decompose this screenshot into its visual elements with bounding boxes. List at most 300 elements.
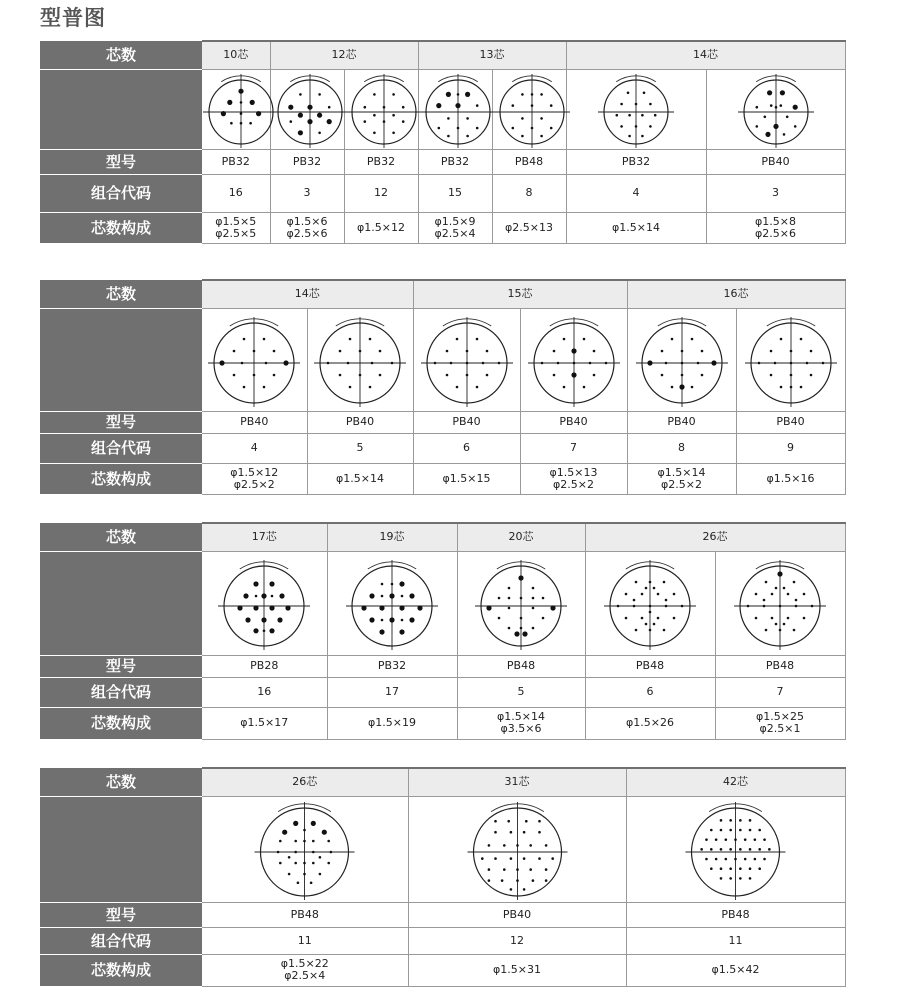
- model-value: PB32: [418, 149, 492, 174]
- composition-value: [270, 212, 344, 243]
- pin-1-5: [544, 868, 547, 871]
- pin-1-5: [811, 605, 814, 608]
- pin-1-5: [494, 820, 497, 823]
- pin-1-5: [540, 135, 543, 138]
- pin-1-5: [475, 385, 478, 388]
- pin-1-5: [789, 385, 792, 388]
- pin-2-5: [282, 830, 287, 835]
- pin-1-5: [562, 337, 565, 340]
- pin-1-5: [771, 593, 774, 596]
- pin-1-5: [522, 857, 525, 860]
- pin-1-5: [465, 349, 468, 352]
- core-count-header: 14芯: [202, 280, 413, 308]
- pin-1-5: [635, 629, 638, 632]
- pin-1-5: [465, 361, 468, 364]
- pin-1-5: [532, 597, 535, 600]
- combo-code-value: 4: [566, 174, 706, 212]
- core-count-header: 26芯: [202, 768, 408, 796]
- pin-1-5: [552, 373, 555, 376]
- pin-1-5: [240, 112, 243, 115]
- pin-1-5: [456, 127, 459, 130]
- pin-1-5: [787, 593, 790, 596]
- pin-diagram: [626, 796, 845, 902]
- pin-2-5: [311, 821, 316, 826]
- connector-diagram: [472, 554, 570, 652]
- pin-1-5: [449, 361, 452, 364]
- pin-1-5: [494, 831, 497, 834]
- combo-code-value: 3: [270, 174, 344, 212]
- composition-line: φ1.5×22: [280, 957, 329, 970]
- pin-1-5: [715, 838, 718, 841]
- spec-table-1: [40, 40, 846, 244]
- pin-1-5: [710, 829, 713, 832]
- pin-1-5: [720, 829, 723, 832]
- pin-1-5: [592, 373, 595, 376]
- composition-value: [736, 463, 845, 494]
- connector-diagram: [311, 311, 409, 409]
- core-count-header: 12芯: [270, 41, 418, 69]
- pin-2-5: [399, 629, 404, 634]
- pin-1-5: [288, 873, 291, 876]
- pin-2-5: [647, 360, 652, 365]
- connector-diagram: [418, 311, 516, 409]
- connector-diagram: [493, 70, 571, 148]
- model-value: PB48: [715, 655, 845, 677]
- model-label: 型号: [40, 902, 202, 927]
- pin-1-5: [769, 373, 772, 376]
- pin-diagram: [520, 308, 627, 411]
- pin-1-5: [773, 361, 776, 364]
- core-count-header: 20芯: [457, 523, 585, 551]
- pin-1-5: [433, 361, 436, 364]
- model-label: 型号: [40, 655, 202, 677]
- pin-1-5: [303, 873, 306, 876]
- pin-1-5: [465, 373, 468, 376]
- pin-1-5: [739, 819, 742, 822]
- pin-diagram: [566, 69, 706, 149]
- pin-1-5: [279, 862, 282, 865]
- pin-1-5: [263, 385, 266, 388]
- pin-1-5: [319, 873, 322, 876]
- pin-1-5: [540, 361, 543, 364]
- pin-1-5: [739, 867, 742, 870]
- pin-diagram: [202, 551, 327, 655]
- pin-1-5: [359, 373, 362, 376]
- composition-line: φ1.5×16: [766, 471, 815, 485]
- composition-line: φ1.5×6: [286, 214, 328, 228]
- pin-1-5: [755, 617, 758, 620]
- pin-1-5: [312, 840, 315, 843]
- pin-1-5: [498, 617, 501, 620]
- pin-1-5: [705, 858, 708, 861]
- combo-code-label: 组合代码: [40, 433, 202, 463]
- composition-value: [413, 463, 520, 494]
- composition-line: φ1.5×5: [215, 214, 257, 228]
- pin-1-5: [509, 888, 512, 891]
- pin-1-5: [297, 882, 300, 885]
- pin-1-5: [532, 607, 535, 610]
- pin-1-5: [749, 848, 752, 851]
- combo-code-value: 4: [202, 433, 307, 463]
- composition-line: φ1.5×14: [497, 710, 545, 723]
- combo-code-value: 12: [408, 927, 626, 954]
- pin-1-5: [633, 599, 636, 602]
- composition-line: φ2.5×4: [284, 969, 326, 982]
- combo-code-value: 5: [307, 433, 413, 463]
- connector-diagram: [271, 70, 349, 148]
- pin-1-5: [551, 857, 554, 860]
- pin-1-5: [654, 114, 657, 117]
- pin-diagram: [307, 308, 413, 411]
- pin-1-5: [373, 114, 376, 117]
- pin-2-5: [369, 593, 374, 598]
- diagram-label-cell: [40, 69, 202, 149]
- pin-1-5: [670, 385, 673, 388]
- pin-1-5: [645, 623, 648, 626]
- model-value: PB32: [566, 149, 706, 174]
- pin-1-5: [657, 617, 660, 620]
- composition-line: φ1.5×14: [612, 220, 660, 234]
- connector-diagram: [597, 70, 675, 148]
- pin-1-5: [273, 349, 276, 352]
- diagram-label-cell: [40, 796, 202, 902]
- pin-1-5: [809, 373, 812, 376]
- pin-2-5: [293, 821, 298, 826]
- diagram-label-cell: [40, 551, 202, 655]
- pin-1-5: [775, 623, 778, 626]
- pin-1-5: [763, 599, 766, 602]
- pin-1-5: [755, 125, 758, 128]
- composition-line: φ2.5×13: [505, 220, 553, 234]
- pin-diagram: [715, 551, 845, 655]
- pin-2-5: [256, 111, 261, 116]
- pin-1-5: [455, 337, 458, 340]
- pin-1-5: [758, 829, 761, 832]
- combo-code-value: 16: [202, 677, 327, 707]
- pin-2-5: [379, 629, 384, 634]
- pin-2-5: [286, 605, 291, 610]
- pin-2-5: [455, 103, 460, 108]
- pin-1-5: [530, 104, 533, 107]
- pin-1-5: [729, 829, 732, 832]
- pin-1-5: [779, 337, 782, 340]
- pin-1-5: [705, 838, 708, 841]
- pin-1-5: [391, 361, 394, 364]
- pin-1-5: [617, 605, 620, 608]
- composition-line: φ1.5×9: [434, 214, 476, 228]
- composition-value: [202, 954, 408, 986]
- composition-value: [202, 212, 270, 243]
- composition-value: [202, 463, 307, 494]
- pin-1-5: [544, 879, 547, 882]
- pin-2-5: [280, 593, 285, 598]
- pin-1-5: [373, 93, 376, 96]
- pin-1-5: [538, 831, 541, 834]
- pin-1-5: [720, 819, 723, 822]
- pin-2-5: [227, 100, 232, 105]
- pin-1-5: [253, 373, 256, 376]
- pin-1-5: [521, 93, 524, 96]
- model-label: 型号: [40, 149, 202, 174]
- composition-line: φ1.5×15: [442, 471, 491, 485]
- pin-1-5: [628, 114, 631, 117]
- pin-1-5: [749, 819, 752, 822]
- pin-diagram: [344, 69, 418, 149]
- pin-1-5: [475, 337, 478, 340]
- pin-1-5: [447, 135, 450, 138]
- pin-1-5: [485, 349, 488, 352]
- pin-2-5: [711, 360, 716, 365]
- model-value: PB48: [457, 655, 585, 677]
- pin-1-5: [303, 840, 306, 843]
- model-value: PB28: [202, 655, 327, 677]
- pin-1-5: [466, 135, 469, 138]
- pin-1-5: [303, 829, 306, 832]
- pin-1-5: [739, 829, 742, 832]
- pin-2-5: [522, 631, 527, 636]
- pin-2-5: [297, 113, 302, 118]
- pin-1-5: [729, 848, 732, 851]
- pin-1-5: [643, 92, 646, 95]
- pin-1-5: [349, 337, 352, 340]
- pin-1-5: [382, 106, 385, 109]
- pin-2-5: [270, 605, 275, 610]
- pin-1-5: [437, 127, 440, 130]
- pin-1-5: [508, 627, 511, 630]
- pin-1-5: [538, 820, 541, 823]
- pin-1-5: [401, 595, 404, 598]
- pin-1-5: [240, 101, 243, 104]
- pin-1-5: [641, 593, 644, 596]
- pin-1-5: [255, 595, 258, 598]
- pin-diagram: [270, 69, 344, 149]
- pin-2-5: [379, 605, 384, 610]
- composition-label: 芯数构成: [40, 707, 202, 739]
- cores-label: 芯数: [40, 768, 202, 796]
- pin-1-5: [803, 617, 806, 620]
- pin-2-5: [436, 103, 441, 108]
- pin-1-5: [508, 587, 511, 590]
- model-value: PB40: [627, 411, 736, 433]
- pin-1-5: [516, 868, 519, 871]
- connector-diagram: [215, 554, 313, 652]
- pin-1-5: [779, 629, 782, 632]
- pin-1-5: [295, 851, 298, 854]
- pin-1-5: [793, 629, 796, 632]
- pin-1-5: [744, 858, 747, 861]
- connector-diagram: [345, 70, 423, 148]
- connector-diagram: [737, 70, 815, 148]
- pin-2-5: [270, 628, 275, 633]
- pin-2-5: [417, 605, 422, 610]
- pin-1-5: [347, 361, 350, 364]
- composition-line: φ1.5×19: [368, 716, 416, 729]
- pin-1-5: [500, 879, 503, 882]
- combo-code-value: 9: [736, 433, 845, 463]
- pin-1-5: [508, 607, 511, 610]
- pin-1-5: [253, 349, 256, 352]
- pin-1-5: [529, 868, 532, 871]
- pin-1-5: [299, 93, 302, 96]
- pin-1-5: [381, 595, 384, 598]
- pin-1-5: [485, 373, 488, 376]
- combo-code-label: 组合代码: [40, 927, 202, 954]
- pin-diagram: [327, 551, 457, 655]
- composition-value: [307, 463, 413, 494]
- pin-1-5: [821, 361, 824, 364]
- pin-1-5: [744, 838, 747, 841]
- combo-code-label: 组合代码: [40, 677, 202, 707]
- pin-2-5: [369, 617, 374, 622]
- pin-2-5: [777, 571, 782, 576]
- pin-1-5: [747, 605, 750, 608]
- pin-1-5: [371, 361, 374, 364]
- model-value: PB40: [520, 411, 627, 433]
- pin-1-5: [381, 583, 384, 586]
- composition-line: φ2.5×6: [755, 226, 796, 240]
- pin-1-5: [319, 856, 322, 859]
- pin-1-5: [249, 122, 252, 125]
- pin-1-5: [481, 361, 484, 364]
- composition-value: [627, 463, 736, 494]
- composition-value: [706, 212, 845, 243]
- pin-1-5: [392, 93, 395, 96]
- model-value: PB40: [706, 149, 845, 174]
- pin-1-5: [700, 349, 703, 352]
- pin-1-5: [635, 125, 638, 128]
- composition-value: [715, 707, 845, 739]
- pin-1-5: [803, 593, 806, 596]
- composition-value: [344, 212, 418, 243]
- core-count-header: 42芯: [626, 768, 845, 796]
- pin-1-5: [369, 385, 372, 388]
- pin-2-5: [571, 372, 576, 377]
- composition-line: φ1.5×31: [493, 963, 541, 976]
- core-count-header: 15芯: [413, 280, 627, 308]
- pin-1-5: [660, 373, 663, 376]
- composition-line: φ1.5×14: [657, 465, 706, 479]
- pin-diagram: [585, 551, 715, 655]
- pin-1-5: [649, 581, 652, 584]
- pin-1-5: [445, 373, 448, 376]
- pin-1-5: [795, 599, 798, 602]
- pin-2-5: [254, 628, 259, 633]
- pin-1-5: [522, 888, 525, 891]
- pin-1-5: [363, 120, 366, 123]
- connector-diagram: [633, 311, 731, 409]
- pin-1-5: [455, 385, 458, 388]
- pin-1-5: [641, 114, 644, 117]
- pin-2-5: [284, 360, 289, 365]
- pin-1-5: [379, 349, 382, 352]
- pin-2-5: [399, 581, 404, 586]
- pin-1-5: [401, 106, 404, 109]
- pin-1-5: [774, 106, 777, 109]
- pin-1-5: [663, 629, 666, 632]
- pin-1-5: [754, 838, 757, 841]
- pin-1-5: [511, 104, 514, 107]
- spec-table-2: [40, 279, 846, 495]
- composition-line: φ2.5×5: [215, 226, 257, 240]
- combo-code-label: 组合代码: [40, 174, 202, 212]
- pin-1-5: [680, 373, 683, 376]
- spec-table-4: [40, 767, 846, 987]
- pin-1-5: [327, 106, 330, 109]
- pin-2-5: [221, 111, 226, 116]
- pin-1-5: [530, 93, 533, 96]
- pin-1-5: [635, 103, 638, 106]
- pin-1-5: [525, 820, 528, 823]
- pin-1-5: [552, 349, 555, 352]
- pin-1-5: [665, 599, 668, 602]
- composition-label: 芯数构成: [40, 463, 202, 494]
- combo-code-value: 8: [492, 174, 566, 212]
- pin-1-5: [520, 627, 523, 630]
- pin-2-5: [779, 90, 784, 95]
- pin-diagram: [202, 796, 408, 902]
- pin-1-5: [720, 867, 723, 870]
- pin-1-5: [494, 857, 497, 860]
- pin-1-5: [641, 617, 644, 620]
- model-value: PB48: [626, 902, 845, 927]
- pin-1-5: [749, 867, 752, 870]
- pin-1-5: [785, 116, 788, 119]
- pin-1-5: [680, 361, 683, 364]
- pin-1-5: [604, 361, 607, 364]
- pin-1-5: [729, 867, 732, 870]
- pin-2-5: [238, 605, 243, 610]
- pin-2-5: [317, 113, 322, 118]
- pin-2-5: [270, 581, 275, 586]
- pin-1-5: [725, 858, 728, 861]
- pin-1-5: [312, 862, 315, 865]
- cores-label: 芯数: [40, 280, 202, 308]
- pin-2-5: [767, 90, 772, 95]
- pin-1-5: [799, 337, 802, 340]
- pin-1-5: [382, 120, 385, 123]
- model-value: PB48: [202, 902, 408, 927]
- composition-value: [492, 212, 566, 243]
- pin-1-5: [542, 597, 545, 600]
- pin-1-5: [653, 587, 656, 590]
- pin-1-5: [339, 349, 342, 352]
- connector-diagram: [419, 70, 497, 148]
- pin-1-5: [649, 103, 652, 106]
- connector-diagram: [678, 797, 793, 901]
- pin-1-5: [649, 611, 652, 614]
- pin-1-5: [765, 581, 768, 584]
- pin-1-5: [379, 373, 382, 376]
- composition-value: [585, 707, 715, 739]
- combo-code-value: 7: [520, 433, 627, 463]
- pin-1-5: [487, 879, 490, 882]
- pin-1-5: [295, 840, 298, 843]
- pin-2-5: [307, 119, 312, 124]
- pin-1-5: [739, 848, 742, 851]
- pin-1-5: [779, 385, 782, 388]
- pin-2-5: [254, 581, 259, 586]
- pin-1-5: [799, 385, 802, 388]
- pin-1-5: [243, 385, 246, 388]
- model-value: PB32: [327, 655, 457, 677]
- pin-1-5: [359, 349, 362, 352]
- pin-1-5: [763, 838, 766, 841]
- pin-1-5: [625, 617, 628, 620]
- combo-code-value: 3: [706, 174, 845, 212]
- pin-1-5: [673, 593, 676, 596]
- pin-1-5: [243, 337, 246, 340]
- pin-1-5: [263, 337, 266, 340]
